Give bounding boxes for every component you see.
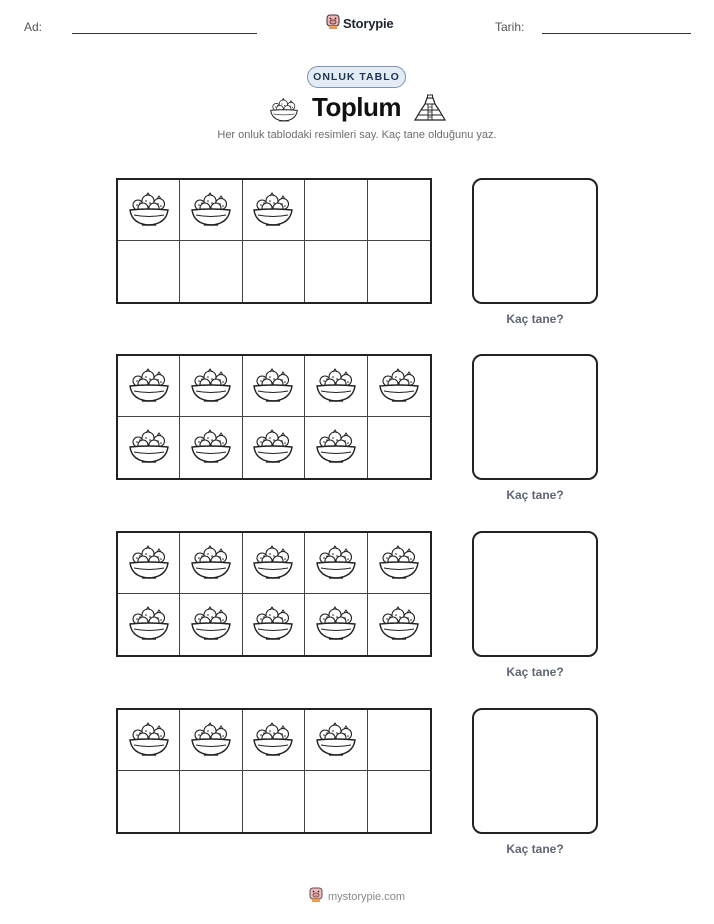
ten-frame-cell — [118, 180, 180, 241]
ten-frame-cell — [305, 710, 367, 771]
ten-frame-cell — [305, 771, 367, 832]
ten-frame-cell — [368, 241, 430, 302]
ten-frame-cell — [243, 356, 305, 417]
fruit-bowl-icon — [189, 718, 233, 763]
ten-frame-cell — [118, 241, 180, 302]
fruit-bowl-icon — [189, 602, 233, 647]
ten-frame-cell — [368, 771, 430, 832]
ten-frame-cell — [368, 417, 430, 478]
ten-frame — [116, 708, 432, 834]
ten-frame-cell — [243, 771, 305, 832]
fruit-bowl-icon — [251, 541, 295, 586]
ten-frame — [116, 531, 432, 657]
ten-frame-cell — [118, 356, 180, 417]
ten-frame-cell — [368, 594, 430, 655]
ten-frame-cell — [180, 356, 242, 417]
name-label: Ad: — [24, 20, 43, 34]
fruit-bowl-icon — [251, 602, 295, 647]
pig-mascot-icon — [309, 886, 323, 907]
ten-frame-cell — [180, 417, 242, 478]
title-row — [0, 92, 714, 124]
ten-frame-cell — [368, 180, 430, 241]
fruit-bowl-icon — [314, 425, 358, 470]
fruit-bowl-icon — [251, 188, 295, 233]
answer-label: Kaç tane? — [506, 312, 564, 326]
ten-frame-cell — [305, 180, 367, 241]
fruit-bowl-icon — [127, 188, 171, 233]
brand-name: Storypie — [343, 16, 394, 31]
ten-frame-cell — [305, 356, 367, 417]
fruit-bowl-icon — [377, 541, 421, 586]
ten-frame-cell — [180, 241, 242, 302]
fruit-bowl-icon — [314, 364, 358, 409]
fruit-bowl-icon — [314, 541, 358, 586]
ten-frame-cell — [243, 180, 305, 241]
answer-box[interactable] — [472, 178, 598, 304]
ten-frame-cell — [243, 710, 305, 771]
date-line[interactable] — [542, 33, 691, 34]
answer-label: Kaç tane? — [506, 488, 564, 502]
fruit-bowl-icon — [377, 602, 421, 647]
ten-frame-cell — [305, 533, 367, 594]
answer-box[interactable] — [472, 708, 598, 834]
ten-frame-cell — [180, 180, 242, 241]
fruit-bowl-icon — [127, 602, 171, 647]
answer-box[interactable] — [472, 531, 598, 657]
fruit-bowl-icon — [251, 425, 295, 470]
ten-frame-cell — [118, 533, 180, 594]
ten-frame-cell — [243, 417, 305, 478]
ten-frame-cell — [118, 771, 180, 832]
ten-frame-cell — [118, 417, 180, 478]
ten-frame-cell — [305, 594, 367, 655]
fruit-bowl-icon — [127, 364, 171, 409]
footer — [0, 886, 714, 907]
fruit-bowl-icon — [127, 718, 171, 763]
ten-frame-cell — [180, 594, 242, 655]
fruit-bowl-icon — [189, 188, 233, 233]
fruit-bowl-icon — [251, 364, 295, 409]
fruit-bowl-icon — [127, 541, 171, 586]
ten-frame-cell — [305, 417, 367, 478]
ten-frame-cell — [180, 771, 242, 832]
ten-frame-cell — [368, 710, 430, 771]
fruit-bowl-icon — [127, 425, 171, 470]
ten-frame-cell — [243, 533, 305, 594]
ten-frame-cell — [305, 241, 367, 302]
ten-frame-cell — [180, 710, 242, 771]
name-line[interactable] — [72, 33, 257, 34]
ten-frame-cell — [118, 710, 180, 771]
answer-label: Kaç tane? — [506, 842, 564, 856]
fruit-bowl-icon — [189, 364, 233, 409]
ten-frame — [116, 354, 432, 480]
fruit-bowl-icon — [189, 541, 233, 586]
ten-frame-cell — [243, 594, 305, 655]
fruit-bowl-icon — [314, 602, 358, 647]
pyramid-icon — [413, 94, 447, 127]
ten-frame-cell — [180, 533, 242, 594]
fruit-bowl-icon — [268, 95, 300, 128]
brand-logo — [326, 13, 393, 34]
ten-frame-cell — [368, 356, 430, 417]
ten-frame-cell — [118, 594, 180, 655]
pig-mascot-icon — [326, 13, 340, 34]
fruit-bowl-icon — [189, 425, 233, 470]
fruit-bowl-icon — [377, 364, 421, 409]
ten-frame-cell — [368, 533, 430, 594]
category-badge: ONLUK TABLO — [307, 66, 406, 88]
ten-frame-cell — [243, 241, 305, 302]
ten-frame — [116, 178, 432, 304]
answer-box[interactable] — [472, 354, 598, 480]
footer-url: mystorypie.com — [327, 890, 406, 903]
fruit-bowl-icon — [251, 718, 295, 763]
page-title: Toplum — [312, 92, 401, 122]
date-label: Tarih: — [495, 20, 525, 34]
fruit-bowl-icon — [314, 718, 358, 763]
answer-label: Kaç tane? — [506, 665, 564, 679]
instructions: Her onluk tablodaki resimleri say. Kaç tane olduğunu yaz. — [217, 129, 497, 141]
